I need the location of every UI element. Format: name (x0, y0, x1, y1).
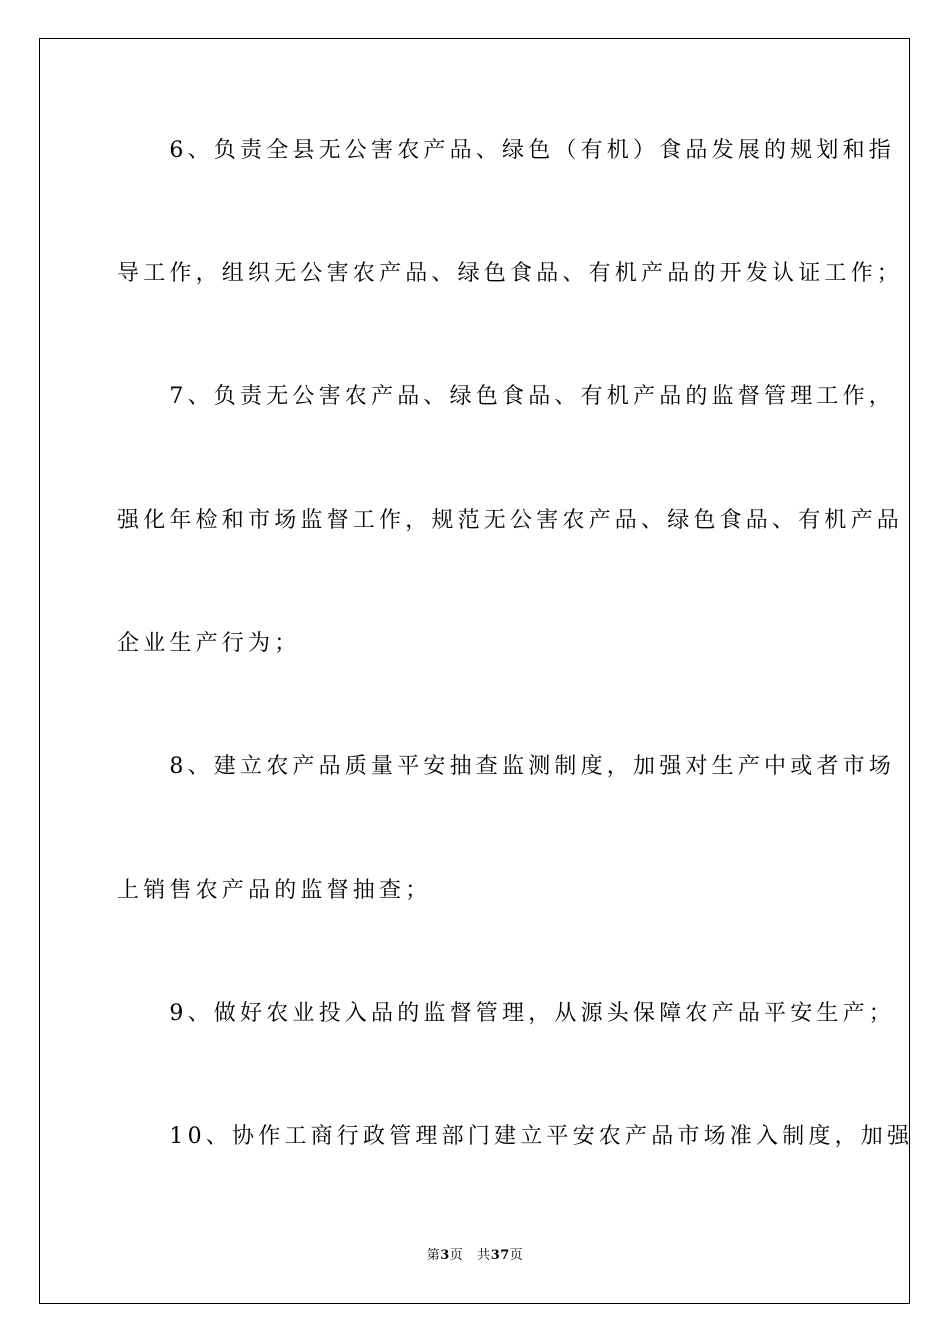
page-border (39, 38, 914, 1304)
paragraph-6-line-1: 6、负责全县无公害农产品、绿色（有机）食品发展的规划和指 (117, 138, 895, 163)
paragraph-9-line-1: 9、做好农业投入品的监督管理，从源头保障农产品平安生产； (117, 1001, 895, 1026)
page-number: 3 (440, 1248, 450, 1263)
paragraph-6-line-2: 导工作，组织无公害农产品、绿色食品、有机产品的开发认证工作； (117, 261, 904, 286)
paragraph-7-line-1: 7、负责无公害农产品、绿色食品、有机产品的监督管理工作， (117, 384, 895, 409)
paragraph-8-line-2: 上销售农产品的监督抽查； (117, 878, 432, 903)
paragraph-10-line-1: 10、协作工商行政管理部门建立平安农产品市场准入制度，加强 (117, 1124, 914, 1149)
page-label-prefix: 第 (426, 1248, 441, 1263)
paragraph-7-line-2: 强化年检和市场监督工作，规范无公害农产品、绿色食品、有机产品 (117, 508, 904, 533)
page-label-suffix: 页 (449, 1248, 464, 1263)
total-pages: 37 (490, 1248, 510, 1263)
total-label-suffix: 页 (509, 1248, 524, 1263)
page-footer (0, 1247, 950, 1265)
paragraph-8-line-1: 8、建立农产品质量平安抽查监测制度，加强对生产中或者市场 (117, 754, 895, 779)
total-label-prefix: 共 (477, 1248, 491, 1263)
paragraph-7-line-3: 企业生产行为； (117, 631, 301, 656)
